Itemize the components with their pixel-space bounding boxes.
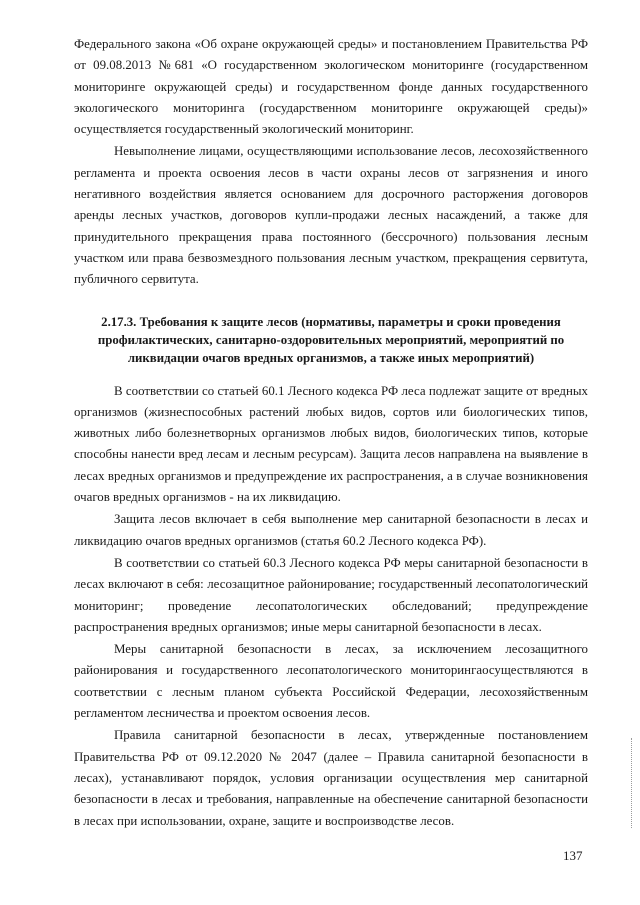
paragraph: Защита лесов включает в себя выполнение мер санитарной безопасности в лесах и ликвидацию очагов вредных организмов (статья 60.2 Лесного кодекса РФ). [74, 512, 588, 548]
paragraph: Правила санитарной безопасности в лесах, утвержденные постановлением Правительства РФ от 09.12.2020 № 2047 (далее – Правила санитарной безопасности в лесах), устанавливают порядок, условия организации осуществления мер санитарной безопасности в лесах и требования, направленные на обеспечение санитарной безопасности в лесах при использовании, охране, защите и воспроизводстве лесов. [74, 728, 588, 828]
paragraph-continued: Федерального закона «Об охране окружающей среды» и постановлением Правительства РФ от 09.08.2013 №681 «О государственном экологическом мониторинге (государственном мониторинге окружающей среды) и государственном фонде данных государственного экологического мониторинга (государственном мониторинге окружающей среды)» осуществляется государственный экологический мониторинг. [74, 37, 588, 137]
paragraph: В соответствии со статьей 60.3 Лесного кодекса РФ меры санитарной безопасности в лесах включают в себя: лесозащитное районирование; государственный лесопатологический мониторинг; проведение лесопатологических обследований; предупреждение распространения вредных организмов; иные меры санитарной безопасности в лесах. [74, 555, 588, 634]
paragraph: В соответствии со статьей 60.1 Лесного кодекса РФ леса подлежат защите от вредных организмов (жизнеспособных растений любых видов, сортов или биологических типов, животных либо болезнетворных организмов любых видов, биологических типов, которые способны нанести вред лесам и лесным ресурсам). Защита лесов направлена на выявление в лесах вредных организмов и предупреждение их распространения, а в случае возникновения очагов вредных организмов - на их ликвидацию. [74, 383, 588, 505]
section-heading: 2.17.3. Требования к защите лесов (нормативы, параметры и сроки проведения профилактических, санитарно-оздоровительных мероприятий, мероприятий по ликвидации очагов вредных организмов, а также иных мероприятий) [97, 314, 565, 365]
scan-artifact [631, 738, 634, 828]
paragraph: Меры санитарной безопасности в лесах, за исключением лесозащитного районирования и государственного лесопатологического мониторингаосуществляются в соответствии с лесным планом субъекта Российской Федерации, лесохозяйственным регламентом лесничества и проектом освоения лесов. [74, 642, 588, 721]
page-body [74, 34, 588, 832]
paragraph: Невыполнение лицами, осуществляющими использование лесов, лесохозяйственного регламента и проекта освоения лесов в части охраны лесов от загрязнения и иного негативного воздействия является основанием для досрочного расторжения договоров аренды лесных участков, договоров купли-продажи лесных насаждений, а также для принудительного прекращения права постоянного (бессрочного) пользования лесным участком или права безвозмездного пользования лесным участком, прекращения сервитута, публичного сервитута. [74, 144, 588, 287]
page-number: 137 [563, 848, 583, 863]
